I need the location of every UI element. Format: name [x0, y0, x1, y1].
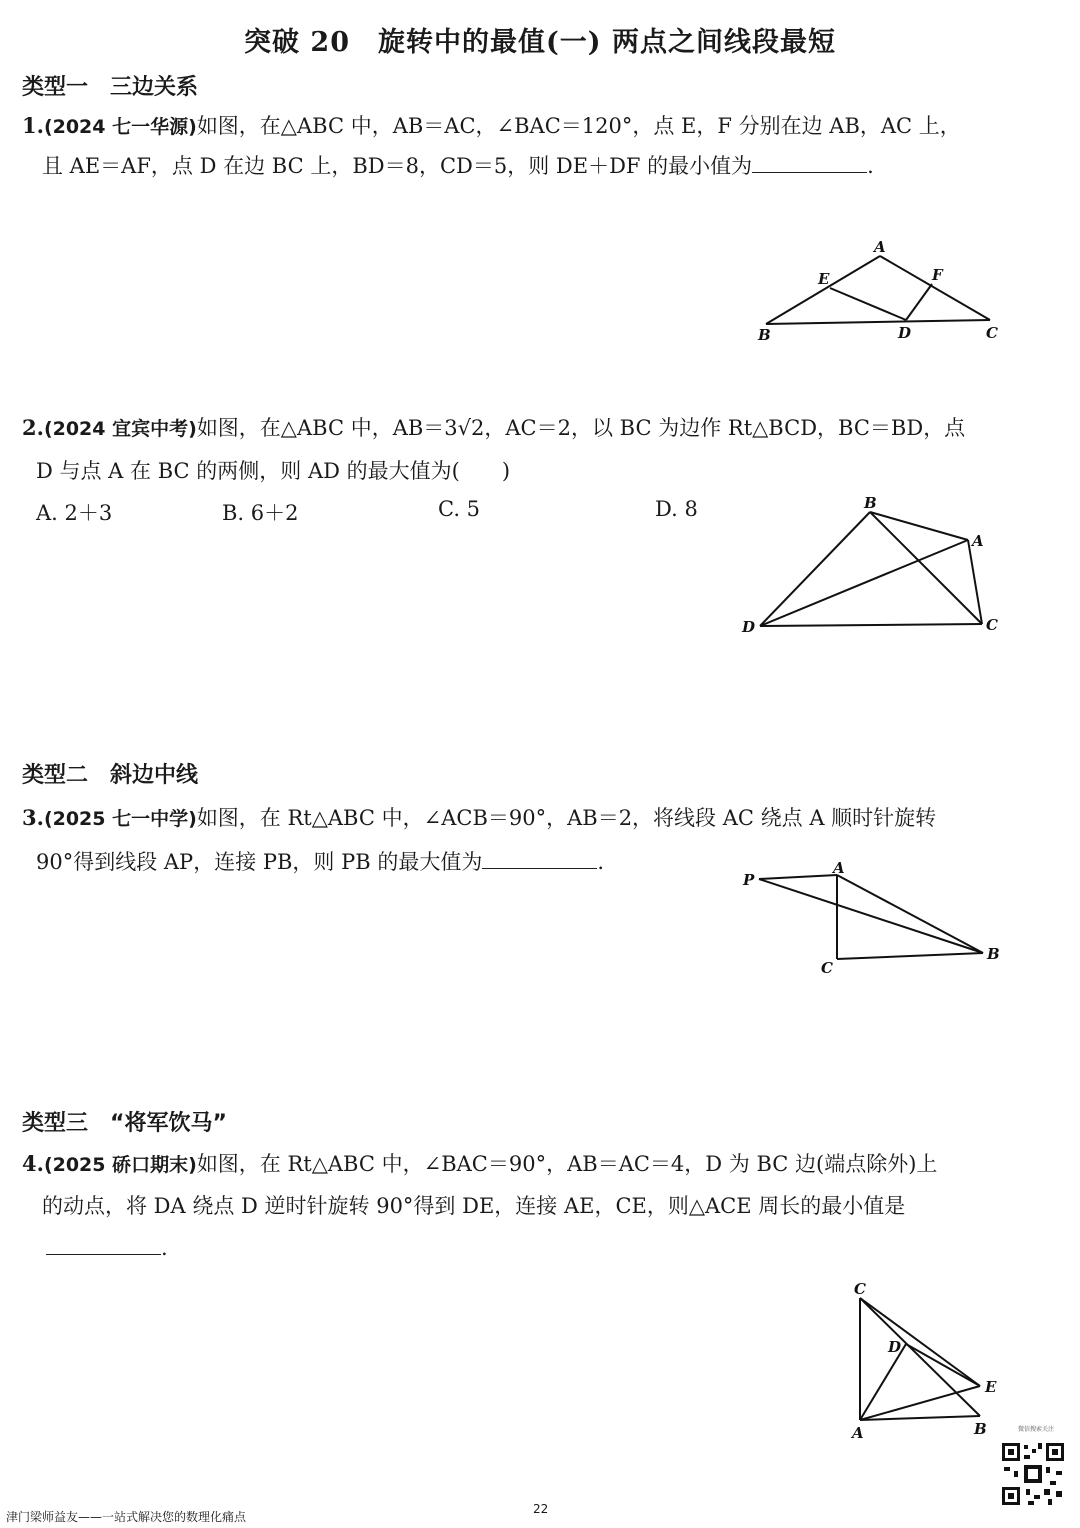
period: .: [597, 850, 605, 874]
label-A: A: [833, 859, 845, 877]
question-text: D 与点 A 在 BC 的两侧，则 AD 的最大值为( ): [36, 459, 511, 483]
question-source: (2024 七一华源): [43, 116, 197, 138]
question-1-line-2: [42, 150, 874, 180]
label-A: A: [874, 238, 886, 256]
label-C: C: [986, 616, 998, 634]
question-number: 3.: [22, 805, 44, 830]
segment-AB: [837, 875, 983, 953]
answer-blank[interactable]: [46, 1236, 161, 1255]
question-source: (2024 宜宾中考): [43, 418, 197, 440]
question-2-figure: [730, 490, 1020, 640]
question-text: 90°得到线段 AP，连接 PB，则 PB 的最大值为: [36, 850, 483, 874]
segment-AB: [766, 256, 880, 324]
question-text: 的动点，将 DA 绕点 D 逆时针旋转 90°得到 DE，连接 AE，CE，则△ACE 周长的最小值是: [42, 1194, 906, 1218]
question-4-line-3: [46, 1236, 168, 1260]
label-F: F: [932, 266, 943, 284]
label-B: B: [758, 326, 771, 344]
question-1-figure: [740, 232, 1030, 350]
question-2-line-2: [36, 455, 510, 485]
question-text: 如图，在△ABC 中，AB＝AC，∠BAC＝120°，点 E，F 分别在边 AB，AC 上，: [196, 114, 961, 138]
footer-slogan: 津门梁师益友——一站式解决您的数理化痛点: [6, 1510, 247, 1524]
segment-AB: [860, 1416, 980, 1420]
label-B: B: [864, 494, 877, 512]
label-D: D: [888, 1338, 902, 1356]
answer-blank[interactable]: [482, 850, 597, 869]
question-4-line-2: [42, 1190, 905, 1220]
label-C: C: [854, 1280, 866, 1298]
section-heading-1: 类型一 三边关系: [22, 75, 199, 100]
label-A: A: [852, 1424, 864, 1442]
segment-DC: [760, 624, 982, 626]
question-4-line-1: [22, 1148, 937, 1178]
question-text: 如图，在△ABC 中，AB＝3√2，AC＝2，以 BC 为边作 Rt△BCD，BC＝BD，点: [196, 416, 966, 440]
option-b[interactable]: B. 6＋2: [222, 501, 299, 525]
segment-CB: [837, 953, 983, 959]
section-heading-2: 类型二 斜边中线: [22, 763, 199, 788]
question-source: (2025 七一中学): [43, 808, 197, 830]
question-4-figure: [840, 1278, 1010, 1446]
label-C: C: [821, 959, 833, 977]
segment-CB: [860, 1298, 980, 1416]
label-B: B: [987, 945, 1000, 963]
segment-FD: [906, 284, 932, 320]
question-2-line-1: [22, 412, 965, 442]
question-text: 且 AE＝AF，点 D 在边 BC 上，BD＝8，CD＝5，则 DE＋DF 的最小值为: [42, 154, 753, 178]
question-number: 1.: [22, 113, 44, 138]
label-D: D: [742, 618, 756, 636]
label-E: E: [985, 1378, 997, 1396]
question-text: 如图，在 Rt△ABC 中，∠BAC＝90°，AB＝AC＝4，D 为 BC 边(端点除外)上: [196, 1152, 938, 1176]
label-P: P: [743, 871, 755, 889]
question-text: 如图，在 Rt△ABC 中，∠ACB＝90°，AB＝2，将线段 AC 绕点 A 顺时针旋转: [196, 806, 937, 830]
label-D: D: [898, 324, 912, 342]
question-3-figure: [735, 855, 1015, 980]
segment-CE: [860, 1298, 980, 1386]
question-number: 4.: [22, 1151, 44, 1176]
question-3-line-2: [36, 846, 604, 876]
segment-BD: [760, 512, 870, 626]
segment-PB: [759, 879, 983, 953]
option-d[interactable]: D. 8: [655, 497, 698, 521]
segment-DA: [760, 540, 968, 626]
qr-code-block[interactable]: [1000, 1424, 1070, 1520]
segment-ED: [830, 288, 906, 320]
question-number: 2.: [22, 415, 44, 440]
label-C: C: [986, 324, 998, 342]
question-1-line-1: [22, 110, 961, 140]
period: .: [867, 154, 874, 178]
segment-BC: [766, 320, 990, 324]
answer-blank[interactable]: [752, 154, 867, 173]
question-source: (2025 硚口期末): [43, 1154, 197, 1176]
label-B: B: [974, 1420, 987, 1438]
page-title: 突破 20 旋转中的最值(一) 两点之间线段最短: [244, 27, 836, 58]
qr-code-icon: [1000, 1441, 1066, 1507]
section-heading-3: 类型三 “将军饮马”: [22, 1111, 227, 1136]
option-a[interactable]: A. 2＋3: [36, 501, 113, 525]
page-number: 22: [533, 1502, 549, 1516]
label-E: E: [818, 270, 830, 288]
qr-caption: 微信搜索关注: [1018, 1426, 1055, 1433]
label-A: A: [972, 532, 984, 550]
option-c[interactable]: C. 5: [438, 497, 481, 521]
period: .: [161, 1236, 168, 1260]
segment-PA: [759, 875, 837, 879]
question-3-line-1: [22, 802, 936, 832]
